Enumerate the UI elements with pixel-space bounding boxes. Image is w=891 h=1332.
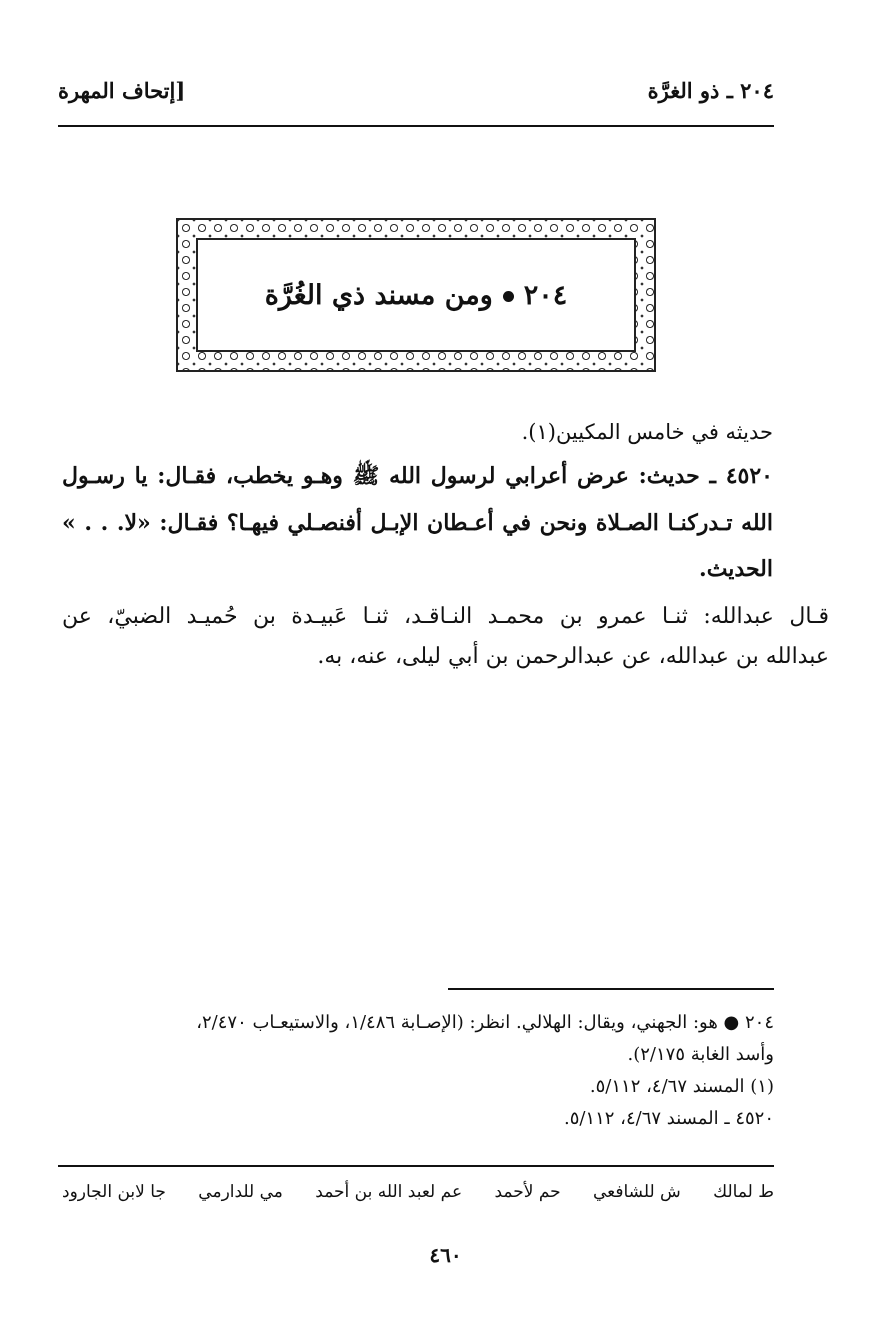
legend-rule xyxy=(58,1165,774,1167)
ornamental-frame xyxy=(176,218,656,372)
intro-line: حديثه في خامس المكيين(١). xyxy=(521,420,773,444)
footnote-line-4: ٤٥٢٠ ـ المسند ٤/٦٧، ٥/١١٢. xyxy=(563,1108,774,1129)
legend-item: ط لمالك xyxy=(713,1182,774,1202)
isnad-line-1: قـال عبدالله: ثنـا عمرو بن محمـد النـاقـد، ثنـا عَبيـدة بن حُميـد الضبيّ، عن xyxy=(62,604,829,629)
legend-item: حم لأحمد xyxy=(494,1182,561,1202)
musnad-heading xyxy=(265,280,568,311)
legend-item: ش للشافعي xyxy=(593,1182,681,1202)
header-rule xyxy=(58,125,774,127)
running-header xyxy=(58,78,774,114)
book-title: [إتحاف المهرة xyxy=(58,78,186,103)
abbreviation-legend xyxy=(62,1182,774,1212)
musnad-number: ٢٠٤ xyxy=(523,279,568,311)
legend-item: مي للدارمي xyxy=(198,1182,283,1202)
frame-inner xyxy=(196,238,636,352)
footnote-line-1: ٢٠٤ ● هو: الجهني، ويقال: الهلالي. انظر: (الإصـابة ١/٤٨٦، والاستيعـاب ٢/٤٧٠، xyxy=(196,1012,774,1033)
hadith-line-2: الله تـدركنـا الصـلاة ونحن في أعـطان الإبـل أفنصـلي فيهـا؟ فقـال: «لا. . . » xyxy=(62,510,773,536)
footnote-line-3: (١) المسند ٤/٦٧، ٥/١١٢. xyxy=(589,1076,774,1097)
musnad-title: ومن مسند ذي الغُرَّة xyxy=(264,279,493,311)
footnote-line-2: وأسد الغابة ٢/١٧٥). xyxy=(627,1044,774,1065)
legend-item: جا لابن الجارود xyxy=(62,1182,166,1202)
page-number: ٤٦٠ xyxy=(429,1243,462,1267)
chapter-title: ٢٠٤ ـ ذو الغرَّة xyxy=(647,78,774,103)
bullet-icon xyxy=(503,291,514,302)
hadith-line-1: ٤٥٢٠ ـ حديث: عرض أعرابي لرسول الله ﷺ وهـو يخطب، فقـال: يا رسـول xyxy=(62,463,773,489)
hadith-line-3: الحديث. xyxy=(699,556,773,582)
footnote-rule xyxy=(448,988,774,990)
legend-item: عم لعبد الله بن أحمد xyxy=(315,1182,463,1202)
isnad-line-2: عبدالله بن عبدالله، عن عبدالرحمن بن أبي ليلى، عنه، به. xyxy=(317,644,829,669)
